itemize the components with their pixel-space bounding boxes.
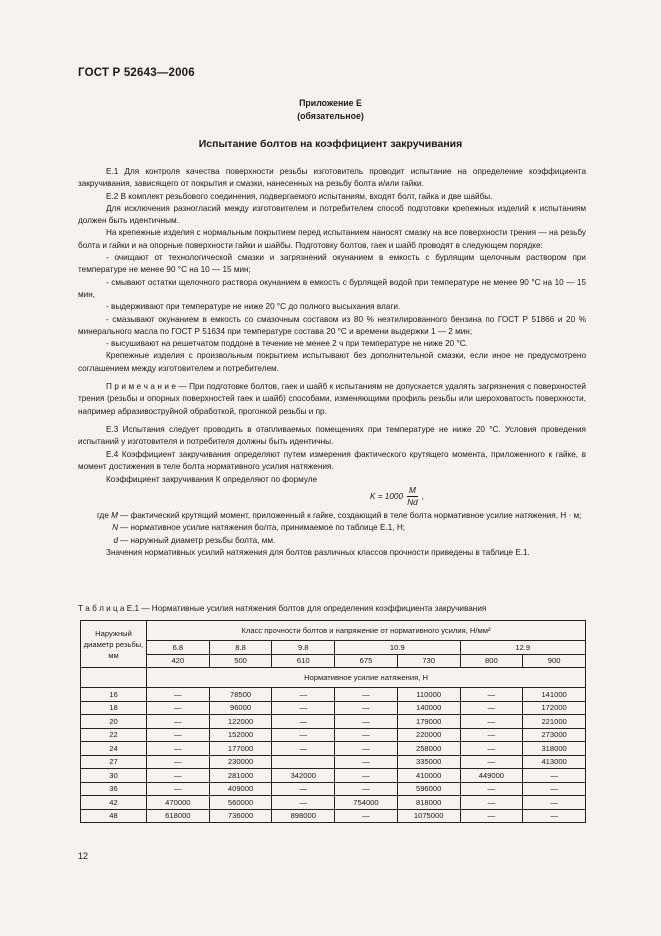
- force-cell: —: [272, 728, 335, 742]
- table-caption-text: Е.1 — Нормативные усилия натяжения болтов для определения коэффициента закручивания: [126, 604, 487, 613]
- force-cell: 110000: [397, 688, 460, 702]
- note-text: При подготовке болтов, гаек и шайб к испытаниям не допускается удалять загрязнения с поверхностей трения (резьбы и опорных поверхностей гаек и шайб) способами, изменяющими профиль резьбы или шероховатость поверхности, например абразивоструйной обработкой, прогонкой резьбы и пр.: [78, 382, 586, 416]
- class-cell: 6.8: [147, 641, 210, 655]
- table-caption-label: Т а б л и ц а: [78, 604, 125, 613]
- note-label: П р и м е ч а н и е —: [106, 382, 187, 392]
- table-row: [81, 769, 586, 783]
- col-header-class: Класс прочности болтов и напряжение от нормативного усилия, Н/мм²: [147, 621, 586, 641]
- diameter-cell: 24: [81, 742, 147, 756]
- class-cell: 9.8: [272, 641, 335, 655]
- stress-cell: 900: [523, 654, 586, 668]
- force-cell: 1075000: [397, 809, 460, 823]
- force-cell: 413000: [523, 755, 586, 769]
- force-cell: 220000: [397, 728, 460, 742]
- force-cell: 560000: [209, 796, 272, 810]
- stress-cell: 500: [209, 654, 272, 668]
- formula: [370, 486, 424, 508]
- force-cell: —: [147, 728, 210, 742]
- table-row: [81, 796, 586, 810]
- force-cell: —: [460, 688, 523, 702]
- table-row: [81, 809, 586, 823]
- force-cell: —: [460, 782, 523, 796]
- force-cell: —: [335, 769, 398, 783]
- force-cell: —: [147, 715, 210, 729]
- table-header-row: [81, 641, 586, 655]
- force-cell: —: [335, 742, 398, 756]
- diameter-cell: 22: [81, 728, 147, 742]
- table-row: [81, 782, 586, 796]
- force-cell: —: [272, 742, 335, 756]
- force-cell: 318000: [523, 742, 586, 756]
- force-cell: —: [147, 755, 210, 769]
- force-cell: 281000: [209, 769, 272, 783]
- force-cell: —: [147, 769, 210, 783]
- diameter-cell: 48: [81, 809, 147, 823]
- table-row: [81, 728, 586, 742]
- annex-title: Приложение Е: [299, 98, 362, 108]
- force-cell: —: [460, 728, 523, 742]
- force-cell: —: [460, 742, 523, 756]
- force-cell: —: [460, 715, 523, 729]
- paragraph-e1: Е.1 Для контроля качества поверхности резьбы изготовитель проводит испытание на определение коэффициента закручивания, зависящего от покрытия и смазки, нанесенных на резьбу болта и/или гайки.: [78, 167, 586, 189]
- formula-intro: Коэффициент закручивания К определяют по формуле: [106, 475, 318, 485]
- formula-numerator: M: [409, 486, 416, 496]
- diameter-cell: 27: [81, 755, 147, 769]
- stress-cell: 800: [460, 654, 523, 668]
- force-cell: —: [460, 701, 523, 715]
- table-header-row: [81, 621, 586, 641]
- force-cell: 177000: [209, 742, 272, 756]
- force-cell: —: [272, 796, 335, 810]
- definition-row: [78, 535, 586, 547]
- force-cell: 596000: [397, 782, 460, 796]
- body-text: [78, 166, 586, 559]
- diameter-cell: 20: [81, 715, 147, 729]
- force-cell: [272, 755, 335, 769]
- diameter-cell: 36: [81, 782, 147, 796]
- table-row: [81, 755, 586, 769]
- table-row: [81, 715, 586, 729]
- list-item: - смазывают окунанием в емкость со смазочным составом из 80 % неэтилированного бензина по ГОСТ Р 51866 и 20 % минерального масла по ГОСТ Р 51634 при температуре состава 20 °С и времени выдержки 1 — 2 мин;: [78, 314, 586, 336]
- force-cell: —: [523, 782, 586, 796]
- force-cell: 470000: [147, 796, 210, 810]
- list-item: - высушивают на решетчатом поддоне в течение не менее 2 ч при температуре не ниже 20 °С.: [106, 339, 468, 349]
- force-cell: —: [272, 782, 335, 796]
- force-cell: —: [523, 809, 586, 823]
- force-cell: —: [147, 688, 210, 702]
- force-cell: 898000: [272, 809, 335, 823]
- definition-symbol: M: [111, 511, 118, 521]
- force-cell: 230000: [209, 755, 272, 769]
- force-cell: —: [272, 688, 335, 702]
- standard-designation: ГОСТ Р 52643—2006: [78, 67, 195, 79]
- force-cell: 449000: [460, 769, 523, 783]
- stress-cell: 420: [147, 654, 210, 668]
- force-cell: —: [147, 701, 210, 715]
- force-cell: —: [523, 769, 586, 783]
- data-table: [80, 620, 586, 823]
- definition-symbol: N: [112, 523, 118, 533]
- diameter-cell: 42: [81, 796, 147, 810]
- force-cell: 754000: [335, 796, 398, 810]
- force-cell: —: [335, 688, 398, 702]
- force-cell: 273000: [523, 728, 586, 742]
- force-cell: 736000: [209, 809, 272, 823]
- stress-cell: 730: [397, 654, 460, 668]
- force-cell: 618000: [147, 809, 210, 823]
- table-row: [81, 701, 586, 715]
- force-cell: —: [335, 782, 398, 796]
- formula-lhs: K = 1000: [370, 491, 404, 501]
- force-cell: —: [460, 809, 523, 823]
- list-item: - очищают от технологической смазки и загрязнений окунанием в емкость с бурлящим щелочным раствором при температуре не менее 90 °С на 10 — 15 мин;: [78, 253, 586, 275]
- paragraph: Значения нормативных усилий натяжения для болтов различных классов прочности приведены в таблице Е.1.: [106, 548, 530, 558]
- formula-block: [78, 474, 586, 508]
- definition-text: — нормативное усилие натяжения болта, принимаемое по таблице Е.1, Н;: [120, 523, 406, 533]
- paragraph: Для исключения разногласий между изготовителем и потребителем способ подготовки крепежных изделий к испытаниям должен быть идентичным.: [78, 203, 586, 226]
- table-row: [81, 742, 586, 756]
- paragraph-e3: Е.3 Испытания следует проводить в отапливаемых помещениях при температуре не ниже 20 °С. Условия проведения испытаний у изготовителя и потребителя должны быть идентичны.: [78, 424, 586, 447]
- table-body: [81, 688, 586, 823]
- force-cell: —: [335, 755, 398, 769]
- formula-denominator: Nd: [407, 498, 418, 508]
- force-cell: 179000: [397, 715, 460, 729]
- force-cell: 140000: [397, 701, 460, 715]
- force-cell: —: [272, 715, 335, 729]
- page-number: 12: [78, 851, 89, 861]
- force-cell: 409000: [209, 782, 272, 796]
- table-header-row: [81, 668, 586, 688]
- force-cell: —: [460, 796, 523, 810]
- table-row: [81, 688, 586, 702]
- force-cell: 122000: [209, 715, 272, 729]
- force-cell: 141000: [523, 688, 586, 702]
- force-cell: 258000: [397, 742, 460, 756]
- paragraph-e2: Е.2 В комплект резьбового соединения, подвергаемого испытаниям, входят болт, гайка и две шайбы.: [106, 191, 493, 201]
- force-cell: 96000: [209, 701, 272, 715]
- paragraph-e4: Е.4 Коэффициент закручивания определяют путем измерения фактического крутящего момента, приложенного к гайке, в момент достижения в теле болта нормативного усилия натяжения.: [78, 449, 586, 471]
- list-item: - смывают остатки щелочного раствора окунанием в емкость с бурлящей водой при температуре не менее 90 °С на 10 — 15 мин,: [78, 277, 586, 299]
- definition-text: — наружный диаметр резьбы болта, мм.: [120, 535, 276, 545]
- force-cell: —: [335, 728, 398, 742]
- force-cell: —: [147, 742, 210, 756]
- blank-cell: [81, 668, 147, 688]
- paragraph: Крепежные изделия с произвольным покрытием испытывают без дополнительной смазки, если иное не предусмотрено соглашением между изготовителем и потребителем.: [78, 351, 586, 373]
- force-cell: 410000: [397, 769, 460, 783]
- class-cell: 12.9: [460, 641, 585, 655]
- force-header: Нормативное усилие натяжения, Н: [147, 668, 586, 688]
- force-cell: 152000: [209, 728, 272, 742]
- force-cell: —: [272, 701, 335, 715]
- force-cell: —: [460, 755, 523, 769]
- diameter-cell: 18: [81, 701, 147, 715]
- table-header-row: [81, 654, 586, 668]
- definitions: [78, 510, 586, 547]
- definition-prefix: где: [96, 511, 109, 521]
- table-caption: [78, 604, 486, 613]
- formula-tail: ,: [421, 491, 425, 501]
- force-cell: 818000: [397, 796, 460, 810]
- force-cell: —: [335, 809, 398, 823]
- definition-symbol: d: [113, 535, 118, 545]
- diameter-cell: 30: [81, 769, 147, 783]
- force-cell: —: [147, 782, 210, 796]
- force-cell: 342000: [272, 769, 335, 783]
- col-header-diameter: Наружный диаметр резьбы, мм: [81, 621, 147, 668]
- force-cell: 221000: [523, 715, 586, 729]
- force-cell: —: [335, 701, 398, 715]
- definition-row: [78, 522, 586, 534]
- paragraph: На крепежные изделия с нормальным покрытием перед испытанием наносят смазку на все поверхности трения — на резьбу болта и гайки и на опорные поверхности гайки и шайбы. Подготовку болтов, гаек и шайб проводят в следующем порядке:: [78, 228, 586, 250]
- list-item: - выдерживают при температуре не ниже 20 °С до полного высыхания влаги.: [106, 302, 401, 312]
- definition-text: — фактический крутящий момент, приложенный к гайке, создающий в теле болта нормативное усилие натяжения, Н · м;: [120, 511, 582, 521]
- class-cell: 10.9: [335, 641, 460, 655]
- formula-fraction: [407, 486, 418, 508]
- stress-cell: 675: [335, 654, 398, 668]
- force-cell: —: [335, 715, 398, 729]
- class-cell: 8.8: [209, 641, 272, 655]
- annex-status: (обязательное): [297, 111, 364, 121]
- force-cell: 78500: [209, 688, 272, 702]
- force-cell: 172000: [523, 701, 586, 715]
- stress-cell: 610: [272, 654, 335, 668]
- section-heading: Испытание болтов на коэффициент закручивания: [198, 138, 463, 150]
- diameter-cell: 16: [81, 688, 147, 702]
- note: [78, 381, 586, 418]
- force-cell: 335000: [397, 755, 460, 769]
- definition-row: [78, 510, 586, 522]
- force-cell: —: [523, 796, 586, 810]
